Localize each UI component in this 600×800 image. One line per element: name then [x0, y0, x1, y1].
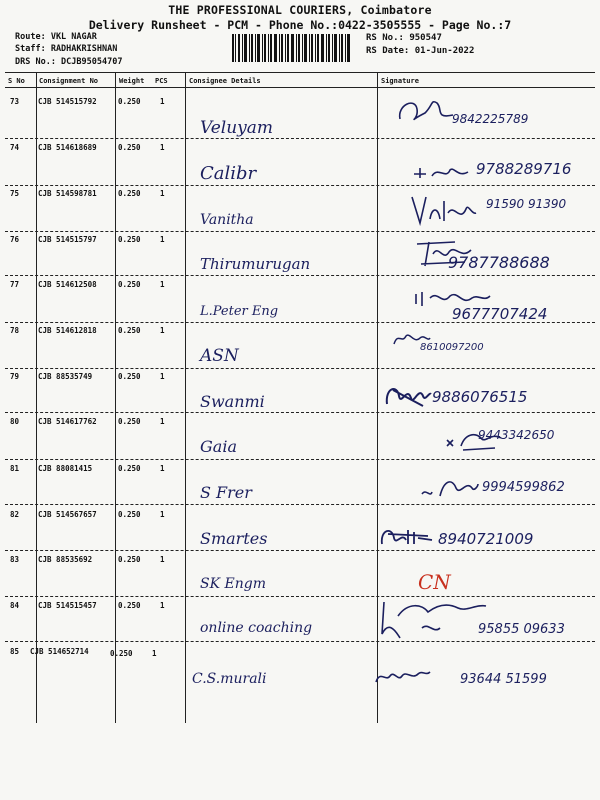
row-sno: 77: [10, 280, 20, 289]
row-divider: [5, 231, 595, 232]
row-pcs: 1: [160, 280, 165, 289]
table-header-border: [5, 87, 595, 88]
row-pcs: 1: [160, 372, 165, 381]
table-top-border: [5, 72, 595, 73]
row-divider: [5, 368, 595, 369]
row-pcs: 1: [160, 189, 165, 198]
row-weight: 0.250: [118, 97, 141, 106]
signature-scribble: [412, 160, 472, 182]
row-divider: [5, 504, 595, 505]
signature-note: 9787788688: [448, 253, 550, 272]
row-pcs: 1: [160, 510, 165, 519]
row-consignee: online coaching: [200, 620, 313, 636]
row-weight: 0.250: [118, 280, 141, 289]
row-weight: 0.250: [118, 555, 141, 564]
row-consignment: CJB 88081415: [38, 464, 93, 473]
column-divider: [36, 73, 37, 723]
row-consignment: CJB 514515792: [38, 97, 97, 106]
row-consignment: CJB 88535692: [38, 555, 93, 564]
signature-scribble: [378, 524, 434, 550]
row-consignment: CJB 514612508: [38, 280, 97, 289]
row-divider: [5, 275, 595, 276]
row-sno: 85: [10, 647, 20, 656]
row-divider: [5, 138, 595, 139]
row-pcs: 1: [160, 235, 165, 244]
column-header-pcs: PCS: [155, 77, 168, 85]
document-subtitle: Delivery Runsheet - PCM - Phone No.:0422-3505555 - Page No.:7: [88, 18, 512, 32]
signature-note: 9994599862: [482, 480, 565, 495]
rs-number: RS No.: 950547: [366, 33, 442, 43]
barcode-icon: [232, 34, 350, 62]
row-consignee: L.Peter Eng: [200, 304, 279, 319]
row-consignee: Vanitha: [200, 212, 254, 228]
row-consignment: CJB 514612818: [38, 326, 97, 335]
signature-note: 95855 09633: [478, 622, 565, 637]
drs-number: DRS No.: DCJB95054707: [15, 57, 123, 67]
row-weight: 0.250: [118, 417, 141, 426]
column-header-signature: Signature: [381, 77, 419, 85]
row-weight: 0.250: [118, 464, 141, 473]
row-divider: [5, 185, 595, 186]
row-consignment: CJB 514515797: [38, 235, 97, 244]
row-consignment: CJB 514652714: [30, 647, 89, 656]
row-divider: [5, 641, 595, 642]
row-pcs: 1: [160, 555, 165, 564]
row-sno: 75: [10, 189, 20, 198]
row-consignee: SK Engm: [200, 576, 266, 592]
signature-note: 8940721009: [438, 530, 534, 548]
row-sno: 80: [10, 417, 20, 426]
row-sno: 81: [10, 464, 20, 473]
row-weight: 0.250: [118, 601, 141, 610]
row-sno: 83: [10, 555, 20, 564]
route-label: Route: VKL NAGAR: [15, 32, 97, 42]
row-pcs: 1: [160, 97, 165, 106]
signature-note: 9788289716: [476, 160, 572, 178]
signature-note: 9842225789: [452, 112, 529, 126]
signature-note: 93644 51599: [460, 672, 547, 687]
row-divider: [5, 412, 595, 413]
row-weight: 0.250: [110, 649, 133, 658]
row-sno: 84: [10, 601, 20, 610]
signature-note: 8610097200: [420, 342, 484, 353]
row-weight: 0.250: [118, 326, 141, 335]
signature-scribble: [395, 95, 455, 127]
row-pcs: 1: [160, 417, 165, 426]
signature-scribble: [378, 598, 488, 642]
column-divider: [115, 73, 116, 723]
row-pcs: 1: [160, 601, 165, 610]
row-consignment: CJB 514618689: [38, 143, 97, 152]
row-consignee: ASN: [200, 346, 239, 366]
row-pcs: 1: [160, 143, 165, 152]
row-sno: 76: [10, 235, 20, 244]
signature-scribble: [383, 380, 433, 412]
row-consignment: CJB 514617762: [38, 417, 97, 426]
row-consignment: CJB 514515457: [38, 601, 97, 610]
signature-note: 91590 91390: [486, 197, 567, 211]
signature-scribble: [420, 474, 480, 500]
column-header-weight: Weight: [119, 77, 145, 85]
row-consignee: C.S.murali: [192, 671, 267, 687]
column-header-sno: S No: [8, 77, 25, 85]
row-consignee: Thirumurugan: [200, 255, 311, 273]
signature-note: 9443342650: [478, 428, 555, 442]
row-weight: 0.250: [118, 143, 141, 152]
row-consignee: Gaia: [200, 437, 237, 456]
row-sno: 73: [10, 97, 20, 106]
row-consignee: S Frer: [200, 483, 252, 502]
row-divider: [5, 596, 595, 597]
row-consignment: CJB 514567657: [38, 510, 97, 519]
signature-note: CN: [418, 570, 451, 594]
rs-date: RS Date: 01-Jun-2022: [366, 46, 475, 56]
staff-label: Staff: RADHAKRISHNAN: [15, 44, 118, 54]
row-weight: 0.250: [118, 510, 141, 519]
row-pcs: 1: [152, 649, 157, 658]
row-pcs: 1: [160, 464, 165, 473]
row-weight: 0.250: [118, 189, 141, 198]
signature-scribble: [372, 662, 432, 692]
row-consignment: CJB 514598781: [38, 189, 97, 198]
column-header-consignee: Consignee Details: [189, 77, 261, 85]
row-weight: 0.250: [118, 372, 141, 381]
row-sno: 74: [10, 143, 20, 152]
row-consignee: Calibr: [200, 163, 257, 184]
row-consignment: CJB 88535749: [38, 372, 93, 381]
document-title: THE PROFESSIONAL COURIERS, Coimbatore: [168, 3, 432, 17]
row-divider: [5, 459, 595, 460]
row-consignee: Smartes: [200, 529, 268, 548]
row-divider: [5, 550, 595, 551]
signature-note: 9677707424: [452, 305, 548, 323]
column-header-consignment: Consignment No: [39, 77, 99, 85]
row-sno: 82: [10, 510, 20, 519]
row-sno: 79: [10, 372, 20, 381]
row-pcs: 1: [160, 326, 165, 335]
column-divider: [185, 73, 186, 723]
signature-note: 9886076515: [432, 388, 528, 406]
row-sno: 78: [10, 326, 20, 335]
row-weight: 0.250: [118, 235, 141, 244]
signature-scribble: [410, 193, 478, 227]
row-consignee: Veluyam: [200, 118, 274, 138]
row-consignee: Swanmi: [200, 392, 265, 411]
